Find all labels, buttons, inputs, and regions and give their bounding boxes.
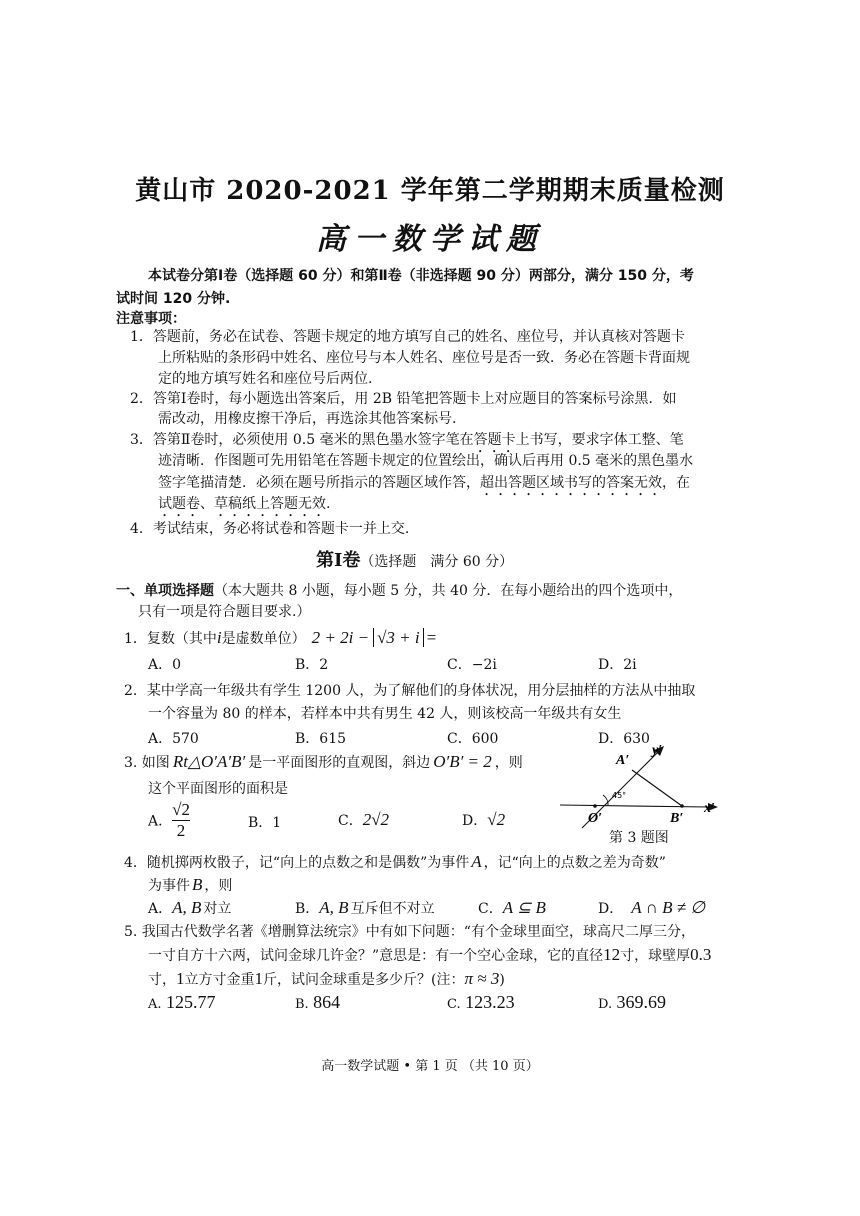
label-y: y′ [652, 743, 663, 758]
note-1-line-2: 上所粘贴的条形码中姓名、座位号与本人姓名、座位号是否一致．务必在答题卡背面规 [158, 350, 690, 366]
q4-event-a: A [471, 852, 482, 871]
q1-option-a: A．0 [148, 657, 182, 673]
q4-text-2: 为事件 [148, 878, 190, 894]
note-3-l3-text: 签字笔描清楚．必须在题号所指示的答题区域作答， [158, 475, 480, 491]
q3-option-d-value: √2 [487, 810, 506, 829]
q5-text-2a: 一寸自方十六两，试问金球几许金？”意思是：有一个空心金球，它的直径 [148, 948, 604, 964]
q4-event-b: B [192, 875, 203, 894]
q4-line-1 [124, 852, 666, 872]
q5-option-a [148, 992, 215, 1013]
q3-line-2: 这个平面图形的面积是 [148, 781, 288, 797]
notes-heading: 注意事项： [116, 311, 186, 327]
q1-expr-a: 2 + 2i − [311, 628, 370, 647]
section-1-name: 第Ⅰ卷 [316, 550, 361, 571]
q4-option-b-math: A, B [319, 898, 349, 917]
q3-line-1 [124, 752, 523, 772]
q4-option-d [598, 898, 705, 918]
q4-option-c-math: A ⊆ B [502, 898, 546, 917]
note-3-line-2: 迹清晰．作图题可先用铅笔在答题卡规定的位置绘出，确认后再用 0.5 毫米的黑色墨水 [158, 453, 694, 469]
q2-line-2: 一个容量为 80 的样本，若样本中共有男生 42 人，则该校高一年级共有女生 [148, 706, 622, 722]
section-1-desc: （选择题 满分 60 分） [360, 554, 514, 570]
q4-line-2 [148, 875, 232, 895]
q1-expr-b: √3 + i [377, 628, 420, 647]
q5-option-d-value: 369.69 [616, 992, 667, 1012]
q3-option-a-fraction [172, 800, 190, 841]
q4-option-c [478, 898, 546, 918]
label-angle: 45° [612, 791, 627, 800]
q3-hypotenuse: O′B′ = 2 [433, 752, 492, 771]
q2-option-a: A．570 [148, 731, 199, 747]
intro-line-2: 试时间 120 分钟. [116, 291, 231, 307]
q3-option-c [338, 810, 389, 830]
q3-option-c-value: 2√2 [362, 810, 390, 829]
q2-line-1: 2．某中学高一年级共有学生 1200 人，为了解他们的身体状况，用分层抽样的方法从中抽取 [124, 683, 696, 699]
note-3-text-a: 3．答第Ⅱ卷时，必须使用 0.5 毫米的黑色墨水签字笔在 [130, 432, 474, 448]
q3-text-c: 是一平面图形的直观图，斜边 [248, 755, 431, 771]
q5-diameter: 12 [603, 945, 621, 964]
note-3-l4-tail: . [326, 496, 331, 512]
q5-line-3 [148, 969, 505, 989]
label-b: B′ [670, 811, 684, 826]
section-1-heading-label: 一、单项选择题 [116, 583, 214, 599]
q4-option-b-label: B． [295, 901, 320, 917]
note-3-emphasis-card: 答题卡 [473, 432, 516, 448]
q4-text-1b: ，记“向上的点数之差为奇数” [483, 855, 666, 871]
q1-i-symbol: i [216, 628, 222, 647]
q3-option-a-denominator: 2 [176, 821, 186, 840]
q2-option-d: D．630 [598, 731, 650, 747]
q5-option-a-label: A. [148, 997, 162, 1012]
point-o [593, 804, 597, 808]
section-1-heading-desc-2: 只有一项是符合题目要求.） [138, 604, 311, 620]
q3-text-e: ，则 [494, 755, 523, 771]
q3-option-a-label: A． [148, 813, 173, 830]
note-3-line-4 [158, 493, 330, 520]
q4-text-2b: ，则 [204, 878, 233, 894]
q1-option-b: B．2 [295, 657, 329, 673]
note-4: 4．考试结束，务必将试卷和答题卡一并上交. [130, 521, 410, 537]
q4-option-a-label: A． [148, 901, 173, 917]
q1-stem-text-2: 是虚数单位） [221, 631, 306, 647]
section-1-heading [116, 580, 682, 600]
label-x: x′ [704, 801, 715, 816]
q1-option-d: D．2i [598, 657, 637, 673]
q2-option-c: C．600 [447, 731, 499, 747]
q5-volume-unit: 1 [176, 969, 185, 988]
segment-a-b [632, 770, 682, 806]
q5-option-c-value: 123.23 [465, 992, 515, 1012]
q1-option-c: C．−2i [447, 657, 497, 673]
q5-line-1: 5. 我国古代数学名著《增删算法统宗》中有如下问题：“有个金球里面空，球高尺二厚三分， [124, 924, 695, 940]
q3-text-a: 3. 如图 [124, 755, 170, 771]
q5-thickness: 0.3 [690, 945, 712, 964]
note-3-l3-tail: ，在 [662, 475, 690, 491]
note-2-line-1: 2．答第Ⅰ卷时，每小题选出答案后，用 2B 铅笔把答题卡上对应题目的答案标号涂黑．如 [130, 391, 677, 407]
q3-option-d [462, 810, 505, 830]
q3-option-b: B．1 [248, 815, 282, 831]
q1-stem-text: 1．复数（其中 [124, 631, 217, 647]
q5-option-b [295, 992, 340, 1013]
q1-abs-value [373, 628, 424, 647]
note-3-text-c: 上书写，要求字体工整、笔 [515, 432, 684, 448]
q5-text-3e: 斤，试问金球重是多少斤？(注： [263, 972, 465, 988]
q3-option-d-label: D． [462, 813, 488, 829]
q5-text-3c: 立方寸金重 [184, 972, 255, 988]
q5-option-b-label: B. [295, 997, 309, 1012]
q5-option-d [598, 992, 666, 1013]
note-1-line-3: 定的地方填写姓名和座位号后两位. [158, 371, 373, 387]
note-2-line-2: 需改动，用橡皮擦干净后，再选涂其他答案标号. [158, 411, 457, 427]
q3-figure-caption: 第 3 题图 [609, 830, 669, 846]
q4-option-d-math: A ∩ B ≠ ∅ [631, 898, 706, 917]
section-1-heading-desc: （本大题共 8 小题，每小题 5 分，共 40 分．在每小题给出的四个选项中， [214, 583, 683, 599]
q5-option-a-value: 125.77 [165, 992, 216, 1012]
q3-option-a [148, 800, 190, 841]
section-1-title [316, 546, 513, 572]
q5-line-2 [148, 945, 711, 965]
page-footer: 高一数学试题 • 第 1 页 （共 10 页） [321, 1059, 539, 1074]
q5-text-3g: ) [499, 972, 505, 988]
q4-option-b-text: 互斥但不对立 [350, 901, 435, 917]
q5-weight-unit: 1 [254, 969, 263, 988]
intro-line-1: 本试卷分第Ⅰ卷（选择题 60 分）和第Ⅱ卷（非选择题 90 分）两部分，满分 150 分，考 [148, 268, 694, 284]
exam-subtitle: 高一数学试题 [316, 222, 544, 257]
q4-text-1: 4．随机掷两枚骰子，记“向上的点数之和是偶数”为事件 [124, 855, 470, 871]
q5-pi: π ≈ 3 [464, 969, 500, 988]
label-a: A′ [616, 753, 630, 768]
note-3-l3-emphasis: 超出答题区域书写的答案无效 [480, 475, 662, 491]
note-1-line-1: 1．答题前，务必在试卷、答题卡规定的地方填写自己的姓名、座位号，并认真核对答题卡 [130, 329, 685, 345]
q4-option-a-math: A, B [172, 898, 202, 917]
label-o: O′ [588, 811, 603, 826]
x-axis-line [560, 805, 708, 807]
q5-option-c-label: C. [447, 997, 461, 1012]
q1-expr-c: = [425, 628, 438, 647]
q4-option-c-label: C． [478, 901, 503, 917]
q2-option-b: B．615 [295, 731, 347, 747]
q1-stem [124, 628, 437, 648]
exam-title: 黄山市 2020-2021 学年第二学期期末质量检测 [135, 176, 725, 206]
q3-triangle: Rt△O′A′B′ [172, 752, 246, 771]
q5-text-2c: 寸，球壁厚 [620, 948, 691, 964]
q5-text-3a: 寸， [148, 972, 176, 988]
q3-option-c-label: C． [338, 813, 363, 829]
q5-option-b-value: 864 [313, 992, 341, 1012]
q4-option-b [295, 898, 435, 918]
q3-option-a-numerator: √2 [172, 800, 190, 819]
q4-option-a-text: 对立 [203, 901, 232, 917]
note-3-l4-emphasis: 试题卷、草稿纸上答题无效 [158, 496, 326, 512]
q5-option-d-label: D. [598, 997, 613, 1012]
point-b [680, 804, 684, 808]
q4-option-d-label: D． [598, 901, 624, 917]
q5-option-c [447, 992, 515, 1013]
q4-option-a [148, 898, 231, 918]
